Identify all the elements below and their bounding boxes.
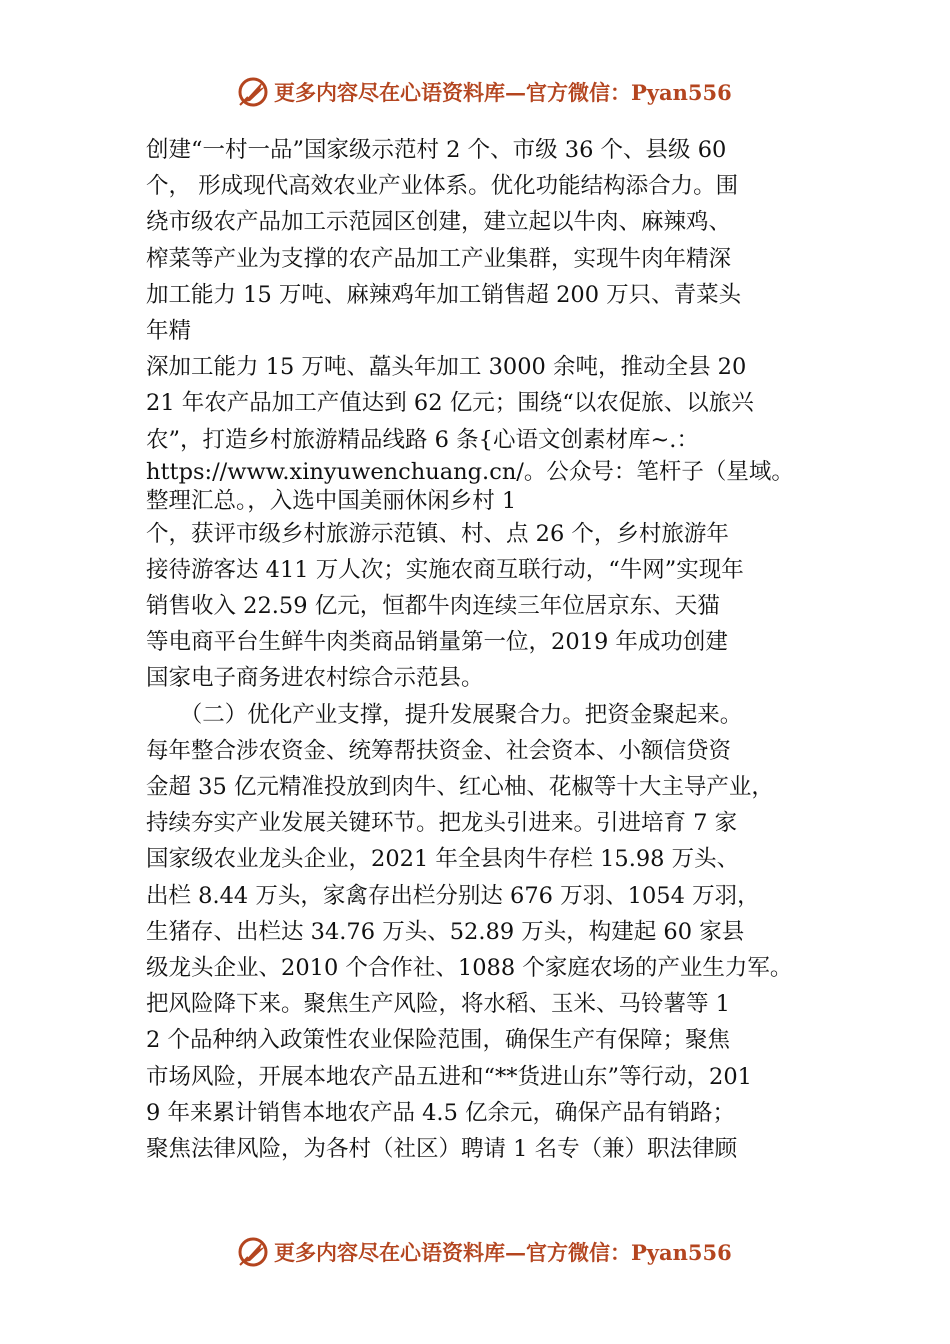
- text-line: 出栏 8.44 万头，家禽存出栏分别达 676 万羽、1054 万羽，: [146, 882, 760, 909]
- text-line: 接待游客达 411 万人次；实施农商互联行动，“牛网”实现年: [146, 556, 744, 583]
- text-line: 个， 形成现代高效农业产业体系。优化功能结构添合力。围: [146, 173, 739, 200]
- footer-banner: [236, 1232, 756, 1272]
- text-line: 榨菜等产业为支撑的农产品加工产业集群，实现牛肉年精深: [146, 245, 732, 272]
- text-line: 农”，打造乡村旅游精品线路 6 条{心语文创素材库~.：: [146, 426, 699, 453]
- text-line: 绕市级农产品加工示范园区创建，建立起以牛肉、麻辣鸡、: [146, 209, 732, 236]
- header-banner: [236, 72, 756, 112]
- text-line: 创建“一村一品”国家级示范村 2 个、市级 36 个、县级 60: [146, 137, 727, 163]
- header-banner-text: 更多内容尽在心语资料库—官方微信：Pyan556: [274, 80, 732, 105]
- text-line: （二）优化产业支撑，提升发展聚合力。把资金聚起来。: [146, 701, 743, 728]
- text-line: 深加工能力 15 万吨、藠头年加工 3000 余吨，推动全县 20: [146, 354, 747, 381]
- text-line: 把风险降下来。聚焦生产风险，将水稻、玉米、马铃薯等 1: [146, 991, 730, 1018]
- document-body: [146, 132, 846, 1167]
- text-line: 个，获评市级乡村旅游示范镇、村、点 26 个，乡村旅游年: [146, 520, 729, 547]
- text-line: 加工能力 15 万吨、麻辣鸡年加工销售超 200 万只、青菜头: [146, 281, 742, 308]
- text-line: 生猪存、出栏达 34.76 万头、52.89 万头，构建起 60 家县: [146, 918, 745, 945]
- text-line: 市场风险，开展本地农产品五进和“**货进山东”等行动，201: [146, 1063, 752, 1090]
- text-line: 国家电子商务进农村综合示范县。: [146, 665, 484, 692]
- text-line: 等电商平台生鲜牛肉类商品销量第一位，2019 年成功创建: [146, 629, 728, 656]
- text-line: 21 年农产品加工产值达到 62 亿元；围绕“以农促旅、以旅兴: [146, 390, 754, 417]
- text-line: 金超 35 亿元精准投放到肉牛、红心柚、花椒等十大主导产业，: [146, 774, 774, 800]
- text-line: 2 个品种纳入政策性农业保险范围，确保生产有保障；聚焦: [146, 1027, 730, 1054]
- text-line: 整理汇总。，入选中国美丽休闲乡村 1: [146, 487, 517, 514]
- text-line: 年精: [146, 317, 192, 344]
- text-line: 每年整合涉农资金、统筹帮扶资金、社会资本、小额信贷资: [146, 737, 732, 764]
- text-line: 聚焦法律风险，为各村（社区）聘请 1 名专（兼）职法律顾: [146, 1135, 738, 1162]
- quill-seal-icon: [236, 1235, 270, 1269]
- text-line: 持续夯实产业发展关键环节。把龙头引进来。引进培育 7 家: [146, 810, 738, 837]
- text-line: 级龙头企业、2010 个合作社、1088 个家庭农场的产业生力军。: [146, 954, 793, 981]
- text-line: 国家级农业龙头企业，2021 年全县肉牛存栏 15.98 万头、: [146, 846, 740, 873]
- text-line: 9 年来累计销售本地农产品 4.5 亿余元，确保产品有销路；: [146, 1099, 736, 1126]
- text-line: 销售收入 22.59 亿元，恒都牛肉连续三年位居京东、天猫: [146, 593, 720, 620]
- footer-banner-text: 更多内容尽在心语资料库—官方微信：Pyan556: [274, 1240, 732, 1265]
- text-line: https://www.xinyuwenchuang.cn/。公众号：笔杆子（星域。: [146, 458, 794, 485]
- quill-seal-icon: [236, 75, 270, 109]
